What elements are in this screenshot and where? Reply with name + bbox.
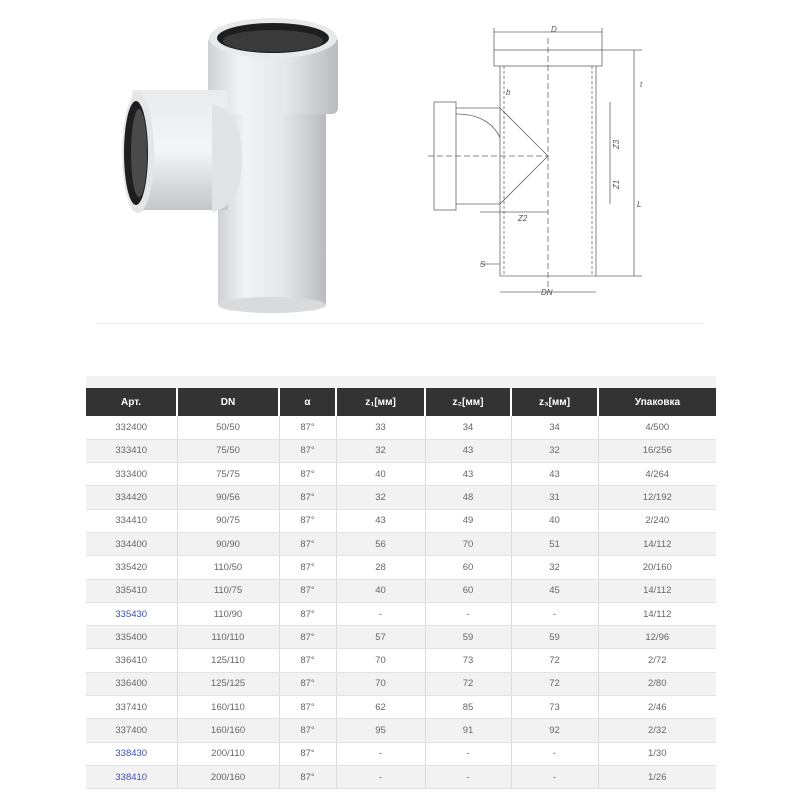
header-dn: DN: [177, 388, 279, 416]
cell-pack: 4/500: [598, 416, 716, 439]
cell-art: 332400: [86, 416, 177, 439]
table-row: [86, 626, 716, 649]
section-divider: [98, 323, 702, 324]
cell-dn: 125/110: [177, 649, 279, 672]
cell-z1: 33: [336, 416, 425, 439]
dim-label-l: L: [637, 200, 642, 209]
table-row: [86, 672, 716, 695]
cell-z2: -: [425, 765, 511, 788]
cell-z2: -: [425, 742, 511, 765]
cell-art: 336400: [86, 672, 177, 695]
table-row: [86, 509, 716, 532]
dim-label-z1: Z1: [612, 179, 622, 190]
cell-z3: -: [511, 602, 598, 625]
cell-pack: 16/256: [598, 439, 716, 462]
cell-alpha: 87°: [279, 742, 336, 765]
cell-z1: 40: [336, 463, 425, 486]
cell-z1: 28: [336, 556, 425, 579]
cell-art: 337400: [86, 719, 177, 742]
cell-pack: 14/112: [598, 532, 716, 555]
cell-alpha: 87°: [279, 463, 336, 486]
cell-z3: 32: [511, 556, 598, 579]
cell-dn: 110/50: [177, 556, 279, 579]
table-row: [86, 439, 716, 462]
cell-z2: 73: [425, 649, 511, 672]
dim-label-z3: Z3: [612, 139, 622, 150]
table-row: [86, 579, 716, 602]
cell-z3: 32: [511, 439, 598, 462]
cell-pack: 4/264: [598, 463, 716, 486]
cell-z2: -: [425, 602, 511, 625]
cell-alpha: 87°: [279, 579, 336, 602]
cell-z2: 60: [425, 556, 511, 579]
cell-art: 333410: [86, 439, 177, 462]
cell-z2: 59: [425, 626, 511, 649]
cell-z1: -: [336, 602, 425, 625]
cell-alpha: 87°: [279, 439, 336, 462]
cell-z1: 56: [336, 532, 425, 555]
cell-z2: 91: [425, 719, 511, 742]
cell-z2: 60: [425, 579, 511, 602]
cell-dn: 125/125: [177, 672, 279, 695]
cell-dn: 110/75: [177, 579, 279, 602]
table-row: [86, 486, 716, 509]
cell-alpha: 87°: [279, 486, 336, 509]
cell-alpha: 87°: [279, 719, 336, 742]
cell-dn: 160/110: [177, 696, 279, 719]
cell-z2: 72: [425, 672, 511, 695]
cell-z3: 43: [511, 463, 598, 486]
cell-alpha: 87°: [279, 556, 336, 579]
cell-z3: 45: [511, 579, 598, 602]
cell-z1: 70: [336, 649, 425, 672]
table-row: [86, 416, 716, 439]
cell-z2: 34: [425, 416, 511, 439]
table-row: [86, 532, 716, 555]
dim-label-dn: DN: [541, 288, 553, 297]
cell-z2: 85: [425, 696, 511, 719]
table-row: [86, 649, 716, 672]
cell-art: 333400: [86, 463, 177, 486]
cell-dn: 200/160: [177, 765, 279, 788]
cell-z1: 32: [336, 486, 425, 509]
cell-pack: 2/46: [598, 696, 716, 719]
cell-z2: 43: [425, 463, 511, 486]
cell-dn: 90/56: [177, 486, 279, 509]
cell-z3: 73: [511, 696, 598, 719]
table-row: [86, 719, 716, 742]
table-top-band: [86, 376, 716, 388]
header-z2: z₂[мм]: [425, 388, 511, 416]
dim-label-s: S: [480, 260, 486, 269]
header-pack: Упаковка: [598, 388, 716, 416]
cell-alpha: 87°: [279, 532, 336, 555]
cell-art: 335420: [86, 556, 177, 579]
cell-art[interactable]: 338410: [86, 765, 177, 788]
cell-art: 335400: [86, 626, 177, 649]
cell-z1: 32: [336, 439, 425, 462]
cell-pack: 14/112: [598, 602, 716, 625]
header-art: Арт.: [86, 388, 177, 416]
cell-pack: 2/32: [598, 719, 716, 742]
cell-z1: -: [336, 742, 425, 765]
cell-pack: 1/30: [598, 742, 716, 765]
cell-pack: 12/96: [598, 626, 716, 649]
cell-z1: 57: [336, 626, 425, 649]
cell-alpha: 87°: [279, 509, 336, 532]
cell-z2: 70: [425, 532, 511, 555]
cell-art: 335410: [86, 579, 177, 602]
dim-label-b: b: [506, 88, 511, 97]
cell-z3: 34: [511, 416, 598, 439]
cell-z3: 51: [511, 532, 598, 555]
cell-art: 334420: [86, 486, 177, 509]
cell-z1: 43: [336, 509, 425, 532]
cell-z3: 59: [511, 626, 598, 649]
cell-z3: 92: [511, 719, 598, 742]
table-row: [86, 696, 716, 719]
cell-pack: 12/192: [598, 486, 716, 509]
cell-z2: 48: [425, 486, 511, 509]
cell-dn: 50/50: [177, 416, 279, 439]
spec-table: [86, 388, 716, 789]
cell-z3: -: [511, 742, 598, 765]
table-row: [86, 602, 716, 625]
table-header-row: [86, 388, 716, 416]
cell-pack: 2/80: [598, 672, 716, 695]
cell-alpha: 87°: [279, 649, 336, 672]
dim-label-t: t: [640, 80, 643, 89]
cell-alpha: 87°: [279, 416, 336, 439]
cell-z2: 43: [425, 439, 511, 462]
cell-alpha: 87°: [279, 626, 336, 649]
cell-z1: -: [336, 765, 425, 788]
header-alpha: α: [279, 388, 336, 416]
cell-alpha: 87°: [279, 696, 336, 719]
cell-dn: 110/110: [177, 626, 279, 649]
cell-pack: 14/112: [598, 579, 716, 602]
cell-pack: 1/26: [598, 765, 716, 788]
cell-pack: 20/160: [598, 556, 716, 579]
cell-dn: 90/75: [177, 509, 279, 532]
dim-label-d: D: [551, 25, 557, 34]
table-row: [86, 765, 716, 788]
cell-dn: 75/75: [177, 463, 279, 486]
cell-alpha: 87°: [279, 672, 336, 695]
cell-z3: 40: [511, 509, 598, 532]
header-z1: z₁[мм]: [336, 388, 425, 416]
cell-z1: 62: [336, 696, 425, 719]
cell-dn: 90/90: [177, 532, 279, 555]
cell-pack: 2/240: [598, 509, 716, 532]
cell-dn: 160/160: [177, 719, 279, 742]
cell-pack: 2/72: [598, 649, 716, 672]
spec-table-container: [86, 376, 716, 789]
cell-art: 334400: [86, 532, 177, 555]
cell-z1: 40: [336, 579, 425, 602]
cell-alpha: 87°: [279, 602, 336, 625]
cell-art: 336410: [86, 649, 177, 672]
cell-art: 334410: [86, 509, 177, 532]
table-row: [86, 463, 716, 486]
cell-z3: 72: [511, 672, 598, 695]
cell-z3: 31: [511, 486, 598, 509]
cell-dn: 75/50: [177, 439, 279, 462]
dim-label-z2: Z2: [518, 214, 528, 223]
table-row: [86, 556, 716, 579]
cell-z1: 95: [336, 719, 425, 742]
header-z3: z₃[мм]: [511, 388, 598, 416]
cell-dn: 200/110: [177, 742, 279, 765]
cell-alpha: 87°: [279, 765, 336, 788]
cell-z3: 72: [511, 649, 598, 672]
cell-dn: 110/90: [177, 602, 279, 625]
cell-z1: 70: [336, 672, 425, 695]
cell-z3: -: [511, 765, 598, 788]
cell-art: 337410: [86, 696, 177, 719]
cell-art[interactable]: 335430: [86, 602, 177, 625]
cell-z2: 49: [425, 509, 511, 532]
cell-art[interactable]: 338430: [86, 742, 177, 765]
table-row: [86, 742, 716, 765]
